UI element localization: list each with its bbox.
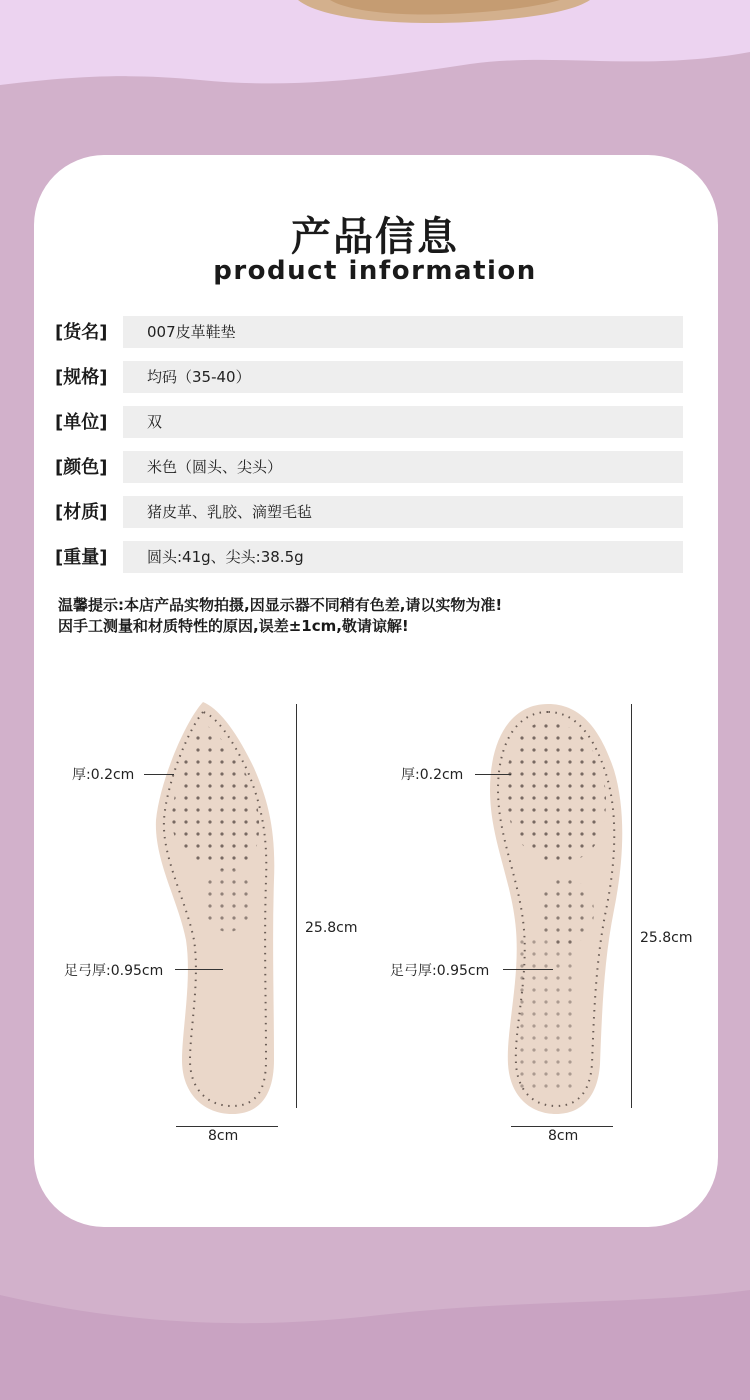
spec-value: 猪皮革、乳胶、滴塑毛毡 (123, 496, 683, 528)
length-label: 25.8cm (640, 930, 693, 946)
notice-line: 因手工测量和材质特性的原因,误差±1cm,敬请谅解! (58, 617, 409, 635)
length-dimension-line (296, 704, 297, 1108)
spec-label: [规格] (55, 367, 108, 388)
leader-line (503, 969, 553, 970)
leader-line (475, 774, 511, 775)
width-dimension-line (176, 1126, 278, 1127)
spec-value: 双 (123, 406, 683, 438)
thickness-label: 厚:0.2cm (72, 767, 135, 783)
arch-thickness-label: 足弓厚:0.95cm (390, 963, 490, 979)
spec-label: [材质] (55, 502, 108, 523)
leader-line (144, 774, 174, 775)
spec-value: 米色（圆头、尖头） (123, 451, 683, 483)
spec-label: [货名] (55, 322, 108, 343)
page-title: 产品信息 (291, 214, 459, 260)
width-label: 8cm (548, 1128, 579, 1144)
spec-label: [重量] (55, 547, 108, 568)
arch-thickness-label: 足弓厚:0.95cm (64, 963, 164, 979)
spec-value: 007皮革鞋垫 (123, 316, 683, 348)
notice-line: 温馨提示:本店产品实物拍摄,因显示器不同稍有色差,请以实物为准! (58, 596, 503, 614)
spec-value: 圆头:41g、尖头:38.5g (123, 541, 683, 573)
spec-label: [单位] (55, 412, 108, 433)
pointed-insole-image (150, 700, 290, 1114)
spec-label: [颜色] (55, 457, 108, 478)
thickness-label: 厚:0.2cm (401, 767, 464, 783)
length-dimension-line (631, 704, 632, 1108)
width-dimension-line (511, 1126, 613, 1127)
width-label: 8cm (208, 1128, 239, 1144)
length-label: 25.8cm (305, 920, 358, 936)
round-insole-image (490, 704, 622, 1114)
spec-value: 均码（35-40） (123, 361, 683, 393)
page-subtitle: product information (213, 256, 537, 286)
leader-line (175, 969, 223, 970)
